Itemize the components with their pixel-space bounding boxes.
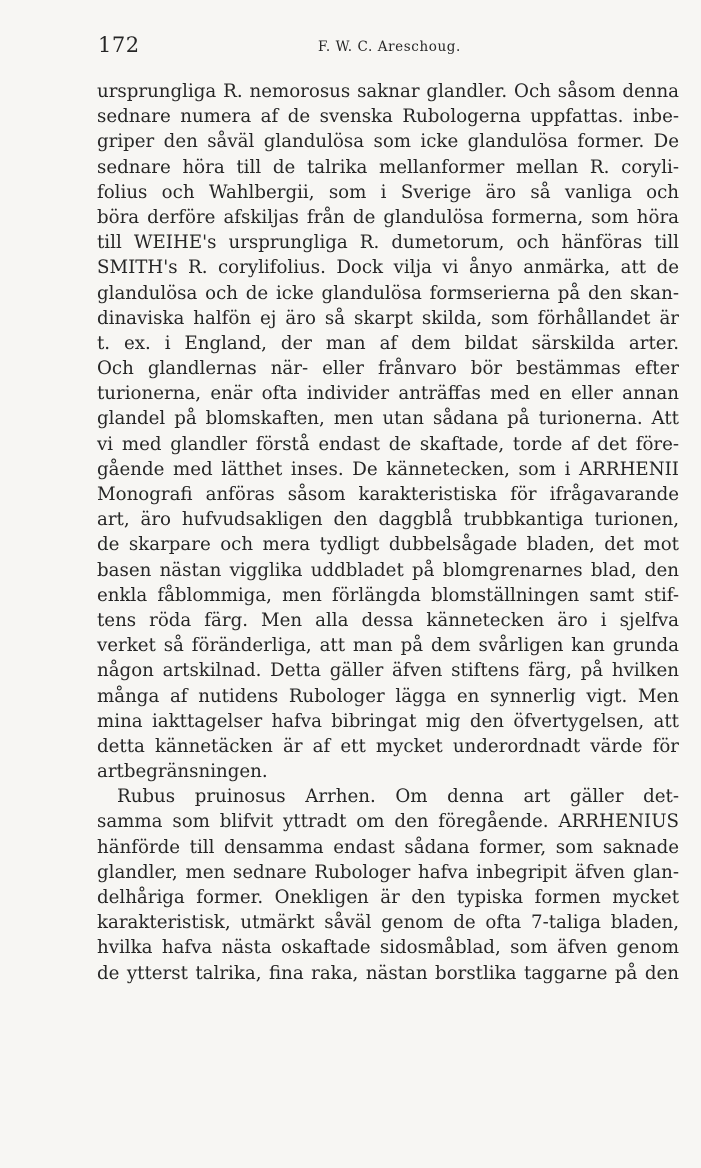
text-line: turionerna, enär ofta individer anträffas med en eller annan (97, 383, 679, 405)
text-line: ursprungliga R. nemorosus saknar glandler. Och såsom denna (97, 81, 679, 102)
text-line: många af nutidens Rubologer lägga en synnerlig vigt. Men (97, 685, 679, 707)
text-line: hänförde till densamma endast sådana former, som saknade (97, 836, 679, 858)
text-line: artbegränsningen. (97, 761, 268, 783)
text-line: gående med lätthet inses. De kännetecken, som i ARRHENII (97, 458, 679, 480)
text-line: hvilka hafva nästa oskaftade sidosmåblad, som äfven genom (97, 937, 679, 959)
text-line: dinaviska halfön ej äro så skarpt skilda, som förhållandet är (97, 307, 679, 329)
text-line: till WEIHE's ursprungliga R. dumetorum, och hänföras till (97, 232, 679, 254)
text-line: SMITH's R. corylifolius. Dock vilja vi ånyo anmärka, att de (97, 257, 679, 279)
running-head: F. W. C. Areschoug. (318, 39, 461, 55)
page-number: 172 (98, 33, 140, 57)
text-line: sednare numera af de svenska Rubologerna uppfattas. inbe- (97, 106, 679, 128)
text-line: art, äro hufvudsakligen den daggblå trubbkantiga turionen, (97, 509, 679, 531)
text-line: någon artskilnad. Detta gäller äfven stiftens färg, på hvilken (97, 660, 679, 682)
text-line: Och glandlernas när- eller frånvaro bör bestämmas efter (97, 358, 679, 380)
text-line: mina iakttagelser hafva bibringat mig den öfvertygelsen, att (97, 710, 679, 732)
page-header (98, 33, 658, 63)
text-line: folius och Wahlbergii, som i Sverige äro så vanliga och (97, 181, 679, 203)
text-line: enkla fåblommiga, men förlängda blomställningen samt stif- (97, 584, 679, 606)
text-line: basen nästan vigglika uddbladet på blomgrenarnes blad, den (97, 559, 679, 581)
text-line: verket så föränderliga, att man på dem svårligen kan grunda (97, 635, 679, 657)
text-line: de skarpare och mera tydligt dubbelsågade bladen, det mot (97, 534, 679, 556)
text-line: delhåriga former. Onekligen är den typiska formen mycket (97, 887, 679, 908)
text-line: böra derföre afskiljas från de glandulösa formerna, som höra (97, 206, 679, 228)
body-text (97, 79, 679, 986)
text-line: sednare höra till de talrika mellanformer mellan R. coryli- (97, 156, 679, 178)
text-line: karakteristisk, utmärkt såväl genom de ofta 7-taliga bladen, (97, 912, 679, 934)
text-line: Rubus pruinosus Arrhen. Om denna art gäller det- (117, 786, 679, 808)
text-line: Monografi anföras såsom karakteristiska för ifrågavarande (97, 484, 679, 505)
text-line: griper den såväl glandulösa som icke glandulösa former. De (97, 131, 679, 153)
text-line: detta kännetäcken är af ett mycket underordnadt värde för (97, 735, 679, 757)
text-line: de ytterst talrika, fina raka, nästan borstlika taggarne på den (97, 962, 679, 984)
text-line: glandulösa och de icke glandulösa formserierna på den skan- (97, 282, 679, 304)
text-line: glandler, men sednare Rubologer hafva inbegripit äfven glan- (97, 861, 679, 883)
text-line: glandel på blomskaften, men utan sådana på turionerna. Att (97, 408, 679, 430)
text-line: vi med glandler förstå endast de skaftade, torde af det före- (97, 433, 679, 455)
text-line: tens röda färg. Men alla dessa kännetecken äro i sjelfva (97, 609, 679, 631)
text-line: samma som blifvit yttradt om den föregående. ARRHENIUS (97, 811, 679, 833)
text-line: t. ex. i England, der man af dem bildat särskilda arter. (97, 332, 679, 354)
